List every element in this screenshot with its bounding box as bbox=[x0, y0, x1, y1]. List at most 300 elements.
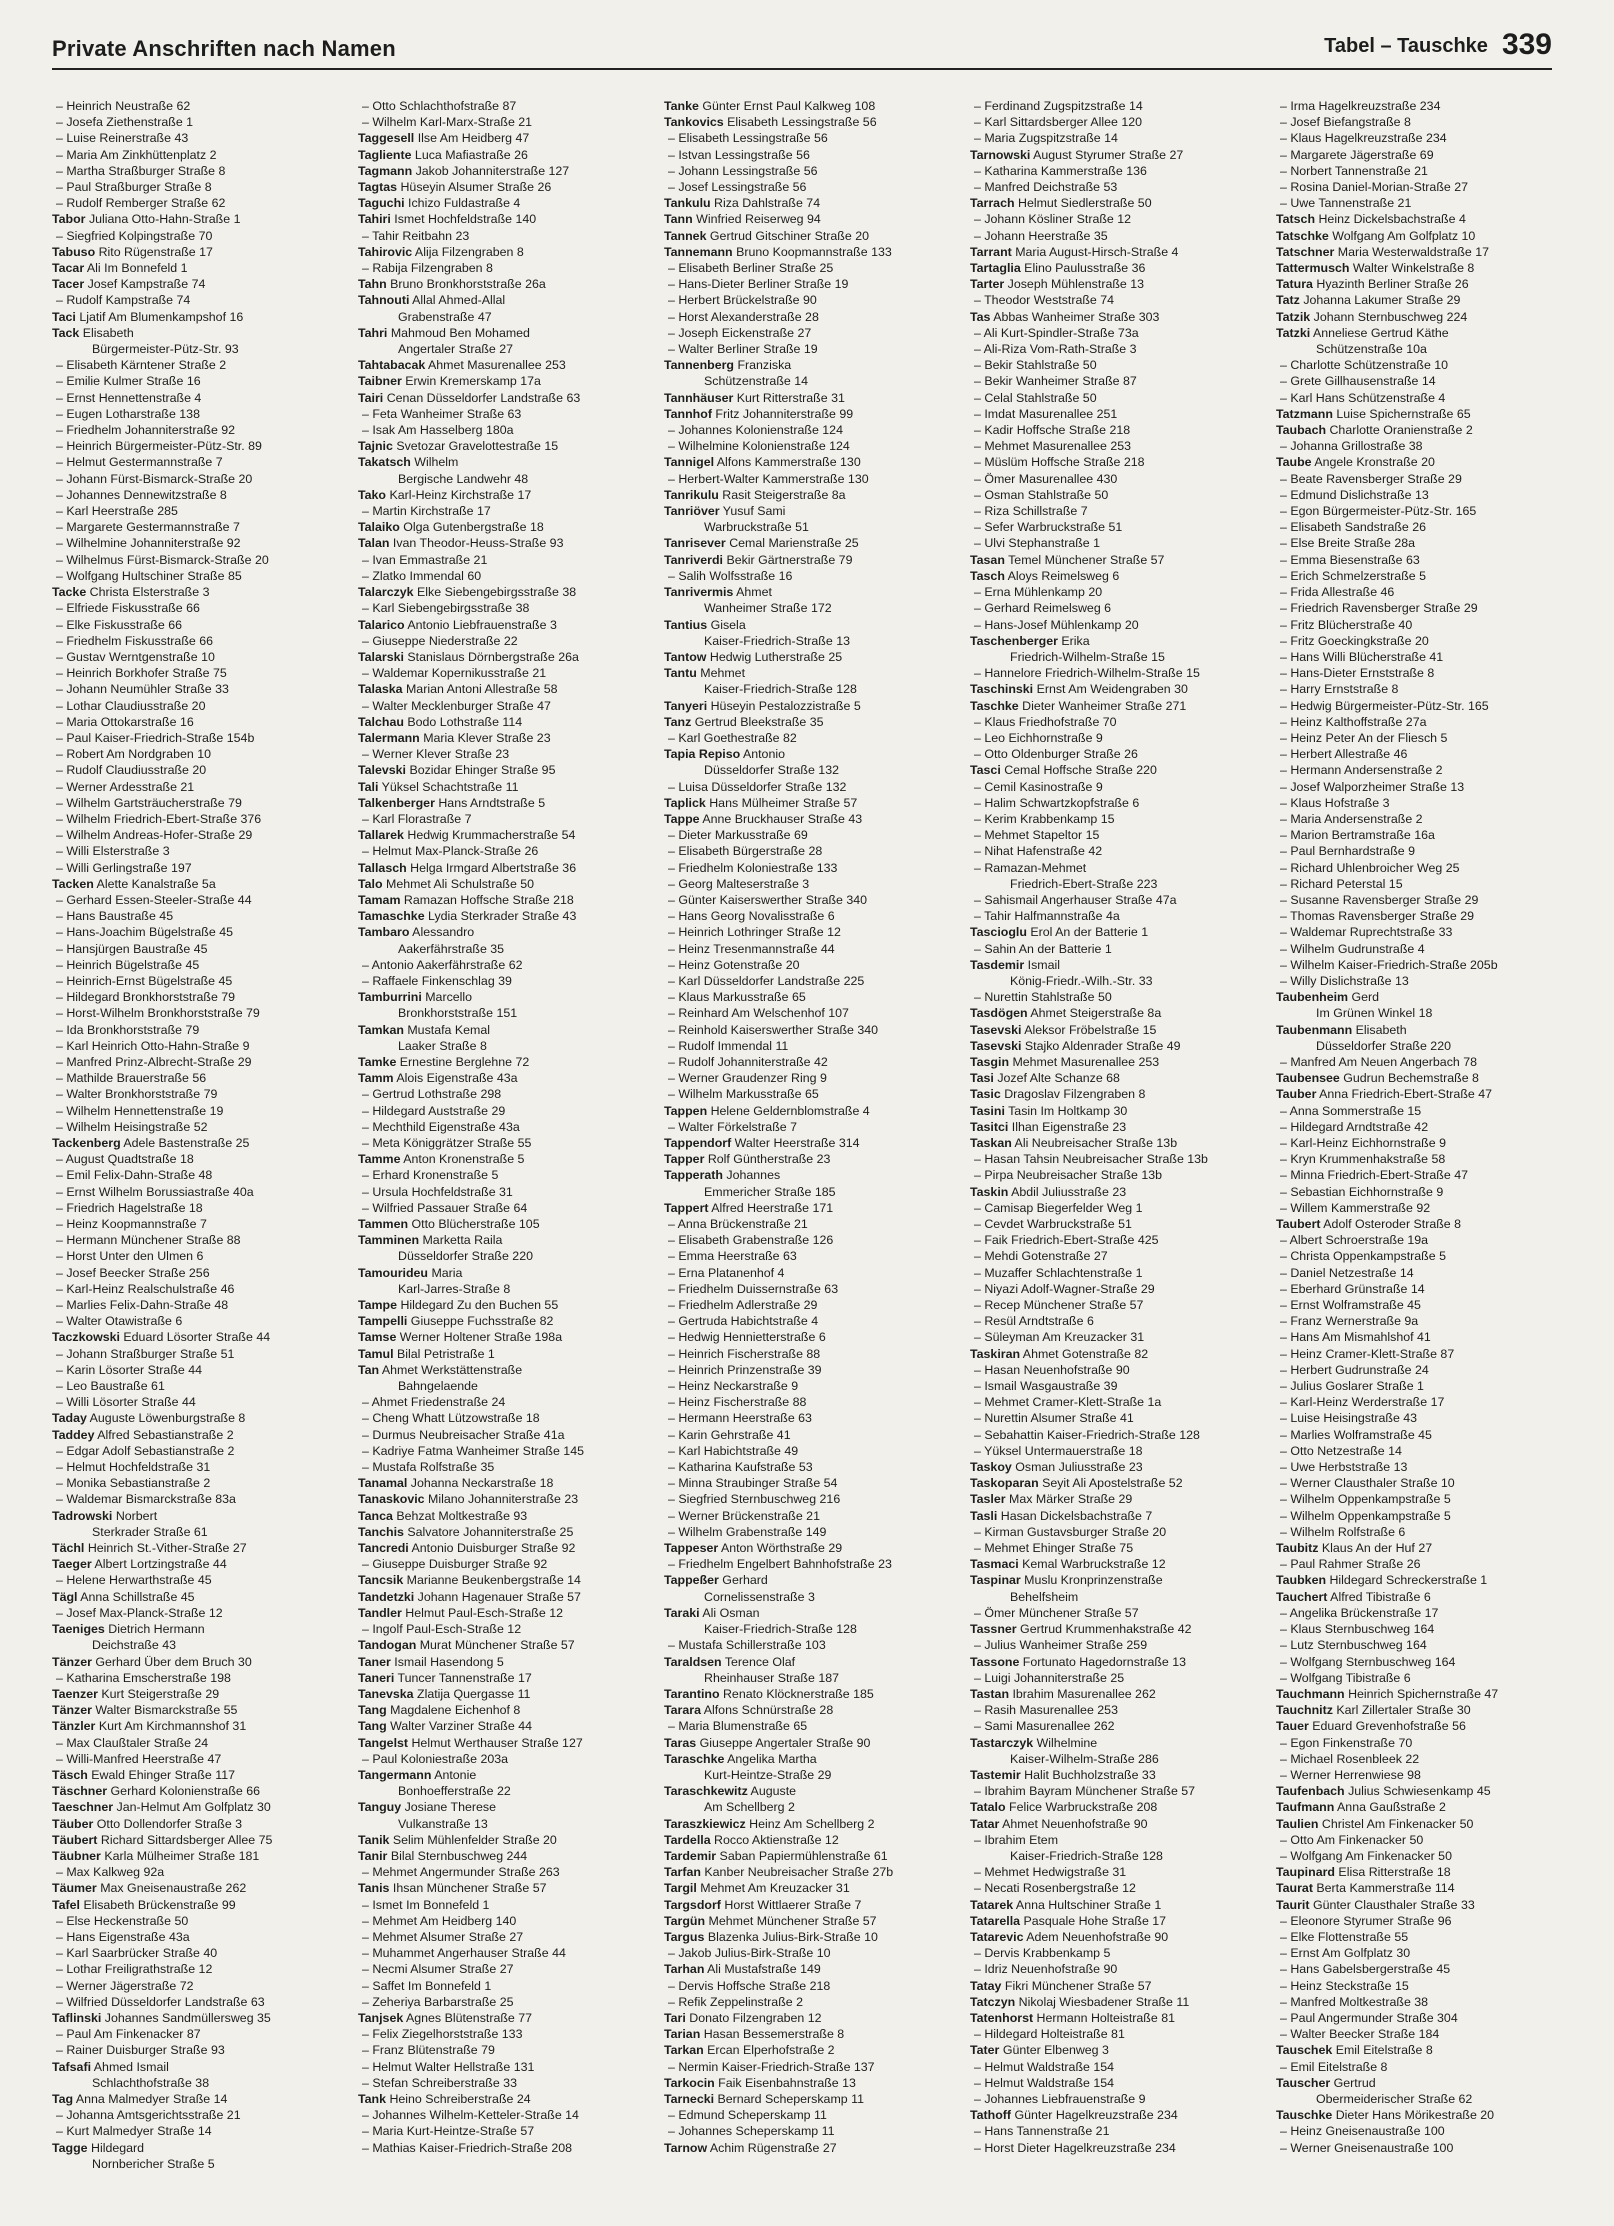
directory-entry: Tatsch Heinz Dickelsbachstraße 4 bbox=[1276, 212, 1466, 227]
directory-entry: Tanyeri Hüseyin Pestalozzistraße 5 bbox=[664, 698, 861, 713]
surname: Tatarek bbox=[970, 1897, 1014, 1912]
surname: Tack bbox=[52, 325, 80, 340]
directory-entry: Tanrisever Cemal Marienstraße 25 bbox=[664, 536, 859, 551]
directory-entry: Tamse Werner Holtener Straße 198a bbox=[358, 1330, 563, 1345]
directory-entry: – Wilhelm Gartsträucherstraße 79 bbox=[56, 795, 242, 810]
directory-entry: Tauschek Emil Eitelstraße 8 bbox=[1276, 2043, 1433, 2058]
directory-entry: – Elisabeth Grabenstraße 126 bbox=[668, 1233, 834, 1248]
surname: Täsch bbox=[52, 1767, 88, 1782]
directory-entry: – Hedwig Bürgermeister-Pütz-Str. 165 bbox=[1280, 698, 1489, 713]
directory-entry: – Wilhelmine Johanniterstraße 92 bbox=[56, 536, 241, 551]
directory-entry: Tatarek Anna Hultschiner Straße 1 bbox=[970, 1897, 1162, 1912]
directory-entry: Taguchi Ichizo Fuldastraße 4 bbox=[358, 196, 521, 211]
directory-entry: – Nurettin Stahlstraße 50 bbox=[974, 990, 1112, 1005]
surname: Tacer bbox=[52, 277, 85, 292]
directory-entry: Taubert Adolf Osteroder Straße 8 bbox=[1276, 1217, 1462, 1232]
directory-entry: – Wolfgang Tibistraße 6 bbox=[1280, 1670, 1411, 1685]
directory-entry: – Hasan Tahsin Neubreisacher Straße 13b bbox=[974, 1152, 1208, 1167]
surname: Taupinard bbox=[1276, 1865, 1335, 1880]
directory-entry: – Giuseppe Niederstraße 22 bbox=[362, 633, 518, 648]
directory-entry: Tatzik Johann Sternbuschweg 224 bbox=[1276, 309, 1468, 324]
directory-entry: – Karl Heinrich Otto-Hahn-Straße 9 bbox=[56, 1038, 250, 1053]
directory-entry: – Ivan Emmastraße 21 bbox=[362, 552, 488, 567]
directory-entry: Talchau Bodo Lothstraße 114 bbox=[358, 714, 523, 729]
directory-entry: Tafel Elisabeth Brückenstraße 99 bbox=[52, 1897, 236, 1912]
directory-entry: – Klaus Friedhofstraße 70 bbox=[974, 714, 1117, 729]
directory-entry: – Wilhelm Kaiser-Friedrich-Straße 205b bbox=[1280, 957, 1498, 972]
directory-entry: – Rudolf Kampstraße 74 bbox=[56, 293, 191, 308]
surname: Tascioglu bbox=[970, 925, 1027, 940]
directory-entry: Talaska Marian Antoni Allestraße 58 bbox=[358, 682, 558, 697]
directory-entry: Bürgermeister-Pütz-Str. 93 bbox=[92, 342, 239, 357]
surname: Tag bbox=[52, 2091, 74, 2106]
directory-entry: – Hans-Joachim Bügelstraße 45 bbox=[56, 925, 233, 940]
surname: Tantius bbox=[664, 617, 708, 632]
surname: Tarrach bbox=[970, 196, 1015, 211]
directory-entry: Taraldsen Terence Olaf bbox=[664, 1654, 796, 1669]
directory-entry: – Heinz Koopmannstraße 7 bbox=[56, 1217, 207, 1232]
surname: Tann bbox=[664, 212, 693, 227]
surname: Taplick bbox=[664, 795, 706, 810]
directory-entry: – Hans Georg Novalisstraße 6 bbox=[668, 909, 835, 924]
surname: Tanca bbox=[358, 1508, 393, 1523]
directory-entry: Tajnic Svetozar Gravelottestraße 15 bbox=[358, 439, 559, 454]
directory-entry: Tack Elisabeth bbox=[52, 325, 134, 340]
directory-entry: Tanke Günter Ernst Paul Kalkweg 108 bbox=[664, 99, 876, 113]
directory-entry: – Heinz Peter An der Fliesch 5 bbox=[1280, 730, 1448, 745]
directory-entry: Tancredi Antonio Duisburger Straße 92 bbox=[358, 1541, 576, 1556]
directory-entry: Taras Giuseppe Angertaler Straße 90 bbox=[664, 1735, 871, 1750]
surname: Tanriverdi bbox=[664, 552, 723, 567]
surname: Talarico bbox=[358, 617, 405, 632]
surname: Tathoff bbox=[970, 2108, 1012, 2123]
directory-entry: – Grete Gillhausenstraße 14 bbox=[1280, 374, 1436, 389]
directory-entry: König-Friedr.-Wilh.-Str. 33 bbox=[1010, 973, 1153, 988]
directory-entry: Taraki Ali Osman bbox=[664, 1605, 760, 1620]
directory-entry: – Klaus Hofstraße 3 bbox=[1280, 795, 1390, 810]
directory-entry: Tastarczyk Wilhelmine bbox=[970, 1735, 1098, 1750]
directory-entry: – Celal Stahlstraße 50 bbox=[974, 390, 1097, 405]
directory-entry: – Werner Graudenzer Ring 9 bbox=[668, 1071, 827, 1086]
directory-entry: – Julius Wanheimer Straße 259 bbox=[974, 1638, 1148, 1653]
directory-entry: Tandler Helmut Paul-Esch-Straße 12 bbox=[358, 1605, 563, 1620]
directory-entry: Behelfsheim bbox=[1010, 1589, 1079, 1604]
directory-entry: – Luisa Düsseldorfer Straße 132 bbox=[668, 779, 847, 794]
directory-entry: Taenzer Kurt Steigerstraße 29 bbox=[52, 1686, 220, 1701]
surname: Taskin bbox=[970, 1184, 1009, 1199]
directory-entry: – Franz Wernerstraße 9a bbox=[1280, 1314, 1419, 1329]
directory-entry: – Waldemar Ruprechtstraße 33 bbox=[1280, 925, 1453, 940]
listing-column-5 bbox=[1276, 98, 1572, 2186]
directory-entry: – Dervis Krabbenkamp 5 bbox=[974, 1946, 1111, 1961]
surname: Täubert bbox=[52, 1832, 98, 1847]
surname: Tauer bbox=[1276, 1719, 1309, 1734]
directory-entry: Tanriverdi Bekir Gärtnerstraße 79 bbox=[664, 552, 853, 567]
directory-entry: – Karl Goethestraße 82 bbox=[668, 730, 797, 745]
surname: Tamse bbox=[358, 1330, 397, 1345]
directory-entry: Taibner Erwin Kremerskamp 17a bbox=[358, 374, 541, 389]
surname: Tanrivermis bbox=[664, 585, 734, 600]
directory-entry: Tannemann Bruno Koopmannstraße 133 bbox=[664, 244, 892, 259]
directory-entry: Tantu Mehmet bbox=[664, 666, 746, 681]
directory-entry: Bronkhorststraße 151 bbox=[398, 1006, 518, 1021]
directory-entry: – Wilhelm Oppenkampstraße 5 bbox=[1280, 1492, 1451, 1507]
directory-entry: – Ingolf Paul-Esch-Straße 12 bbox=[362, 1622, 522, 1637]
surname: Tarara bbox=[664, 1703, 701, 1718]
directory-entry: – Robert Am Nordgraben 10 bbox=[56, 747, 211, 762]
directory-entry: – Osman Stahlstraße 50 bbox=[974, 487, 1109, 502]
directory-entry: – Heinz Tresenmannstraße 44 bbox=[668, 941, 835, 956]
name-range: Tabel – Tauschke bbox=[1324, 35, 1488, 57]
directory-entry: Tatzki Anneliese Gertrud Käthe bbox=[1276, 325, 1449, 340]
surname: Tamourideu bbox=[358, 1265, 428, 1280]
directory-entry: Tarnecki Bernard Scheperskamp 11 bbox=[664, 2091, 864, 2106]
directory-entry: – Karl Düsseldorfer Landstraße 225 bbox=[668, 973, 865, 988]
directory-entry: – Idriz Neuenhofstraße 90 bbox=[974, 1962, 1118, 1977]
directory-entry: – Sebastian Eichhornstraße 9 bbox=[1280, 1184, 1444, 1199]
directory-entry: Taskoparan Seyit Ali Apostelstraße 52 bbox=[970, 1476, 1183, 1491]
surname: Tasevski bbox=[970, 1022, 1022, 1037]
directory-entry: Tatura Hyazinth Berliner Straße 26 bbox=[1276, 277, 1469, 292]
directory-entry: Taubach Charlotte Oranienstraße 2 bbox=[1276, 423, 1473, 438]
directory-entry: Tanz Gertrud Bleekstraße 35 bbox=[664, 714, 824, 729]
directory-entry: – Herbert-Walter Kammerstraße 130 bbox=[668, 471, 869, 486]
directory-entry: Takatsch Wilhelm bbox=[358, 455, 459, 470]
surname: Tapper bbox=[664, 1152, 705, 1167]
directory-entry: – Wilhelm Friedrich-Ebert-Straße 376 bbox=[56, 811, 262, 826]
directory-entry: – Hans Eigenstraße 43a bbox=[56, 1929, 190, 1944]
directory-entry: Tallasch Helga Irmgard Albertstraße 36 bbox=[358, 860, 577, 875]
directory-entry: – Nihat Hafenstraße 42 bbox=[974, 844, 1103, 859]
directory-entry: Tatczyn Nikolaj Wiesbadener Straße 11 bbox=[970, 1994, 1190, 2009]
surname: Taschenberger bbox=[970, 633, 1058, 648]
directory-entry: – Johannes Liebfrauenstraße 9 bbox=[974, 2091, 1146, 2106]
surname: Taneri bbox=[358, 1670, 395, 1685]
directory-entry: – Helmut Waldstraße 154 bbox=[974, 2059, 1115, 2074]
surname: Talchau bbox=[358, 714, 404, 729]
directory-entry: – Erna Mühlenkamp 20 bbox=[974, 585, 1103, 600]
directory-entry: – Susanne Ravensberger Straße 29 bbox=[1280, 892, 1479, 907]
directory-entry: – Friedhelm Koloniestraße 133 bbox=[668, 860, 838, 875]
directory-entry: – Lutz Sternbuschweg 164 bbox=[1280, 1638, 1427, 1653]
directory-entry: – Michael Rosenbleek 22 bbox=[1280, 1751, 1420, 1766]
surname: Tasini bbox=[970, 1103, 1005, 1118]
directory-entry: – Karl Heerstraße 285 bbox=[56, 504, 178, 519]
directory-entry: – Wilfried Düsseldorfer Landstraße 63 bbox=[56, 1994, 265, 2009]
directory-entry: Taggesell Ilse Am Heidberg 47 bbox=[358, 131, 530, 146]
directory-entry: – Edgar Adolf Sebastianstraße 2 bbox=[56, 1443, 235, 1458]
directory-entry: Tantow Hedwig Lutherstraße 25 bbox=[664, 649, 843, 664]
directory-entry: Tänzer Gerhard Über dem Bruch 30 bbox=[52, 1654, 252, 1669]
directory-entry: – Giuseppe Duisburger Straße 92 bbox=[362, 1557, 548, 1572]
directory-entry: Tang Walter Varziner Straße 44 bbox=[358, 1719, 532, 1734]
directory-entry: – Herbert Gudrunstraße 24 bbox=[1280, 1362, 1429, 1377]
directory-entry: – Werner Ardesstraße 21 bbox=[56, 779, 195, 794]
directory-entry: – Friedrich Hagelstraße 18 bbox=[56, 1200, 203, 1215]
directory-entry: – Helmut Waldstraße 154 bbox=[974, 2075, 1115, 2090]
directory-entry: – Wilhelmine Kolonienstraße 124 bbox=[668, 439, 850, 454]
directory-entry: – Wilhelm Grabenstraße 149 bbox=[668, 1524, 827, 1539]
directory-entry: Tampe Hildegard Zu den Buchen 55 bbox=[358, 1298, 559, 1313]
directory-entry: Deichstraße 43 bbox=[92, 1638, 177, 1653]
directory-entry: – Hermann Münchener Straße 88 bbox=[56, 1233, 241, 1248]
directory-entry: – Friedhelm Adlerstraße 29 bbox=[668, 1298, 818, 1313]
surname: Tampelli bbox=[358, 1314, 408, 1329]
directory-entry: Tasitci Ilhan Eigenstraße 23 bbox=[970, 1119, 1127, 1134]
directory-entry: Tangermann Antonie bbox=[358, 1767, 477, 1782]
listing-column-1 bbox=[52, 98, 348, 2186]
surname: Tapia Repiso bbox=[664, 747, 741, 762]
directory-entry: – Ulvi Stephanstraße 1 bbox=[974, 536, 1101, 551]
directory-entry: Tank Heino Schreiberstraße 24 bbox=[358, 2091, 531, 2106]
directory-entry: – Werner Klever Straße 23 bbox=[362, 747, 510, 762]
directory-entry: – Elisabeth Kärntener Straße 2 bbox=[56, 358, 227, 373]
directory-entry: – Riza Schillstraße 7 bbox=[974, 504, 1088, 519]
directory-entry: – Wilhelm Gudrunstraße 4 bbox=[1280, 941, 1425, 956]
directory-entry: Tagmann Jakob Johanniterstraße 127 bbox=[358, 163, 570, 178]
directory-entry: – Hansjürgen Baustraße 45 bbox=[56, 941, 208, 956]
directory-entry: Tambaro Alessandro bbox=[358, 925, 475, 940]
surname: Tamaschke bbox=[358, 909, 425, 924]
directory-entry: Tathoff Günter Hagelkreuzstraße 234 bbox=[970, 2108, 1178, 2123]
directory-entry: – Erhard Kronenstraße 5 bbox=[362, 1168, 499, 1183]
surname: Tauschke bbox=[1276, 2108, 1333, 2123]
directory-entry: Tarantino Renato Klöcknerstraße 185 bbox=[664, 1686, 874, 1701]
directory-entry: Bergische Landwehr 48 bbox=[398, 471, 529, 486]
surname: Tantow bbox=[664, 649, 707, 664]
directory-entry: – Horst Alexanderstraße 28 bbox=[668, 309, 819, 324]
surname: Tanaskovic bbox=[358, 1492, 425, 1507]
directory-entry: – Karin Lösorter Straße 44 bbox=[56, 1362, 203, 1377]
surname: Taras bbox=[664, 1735, 697, 1750]
directory-entry: – Egon Finkenstraße 70 bbox=[1280, 1735, 1413, 1750]
directory-entry: – Charlotte Schützenstraße 10 bbox=[1280, 358, 1449, 373]
directory-entry: Taulien Christel Am Finkenacker 50 bbox=[1276, 1816, 1474, 1831]
directory-entry: Tassone Fortunato Hagedornstraße 13 bbox=[970, 1654, 1187, 1669]
directory-entry: – Katharina Kammerstraße 136 bbox=[974, 163, 1147, 178]
surname: Taflinski bbox=[52, 2010, 102, 2025]
directory-entry: – Gerhard Reimelsweg 6 bbox=[974, 601, 1112, 616]
directory-entry: – Heinrich Bürgermeister-Pütz-Str. 89 bbox=[56, 439, 262, 454]
directory-entry: – Rudolf Claudiusstraße 20 bbox=[56, 763, 207, 778]
directory-entry: Tarnowski August Styrumer Straße 27 bbox=[970, 147, 1184, 162]
directory-entry: Talermann Maria Klever Straße 23 bbox=[358, 730, 551, 745]
directory-entry: – Mehmet Cramer-Klett-Straße 1a bbox=[974, 1395, 1162, 1410]
surname: Tasdögen bbox=[970, 1006, 1028, 1021]
surname: Tang bbox=[358, 1719, 387, 1734]
directory-entry: Friedrich-Ebert-Straße 223 bbox=[1010, 876, 1158, 891]
surname: Tatarella bbox=[970, 1913, 1021, 1928]
surname: Tank bbox=[358, 2091, 386, 2106]
directory-entry: Talarski Stanislaus Dörnbergstraße 26a bbox=[358, 649, 579, 664]
directory-entry: – Mehmet Masurenallee 253 bbox=[974, 439, 1132, 454]
directory-entry: – Johann Fürst-Bismarck-Straße 20 bbox=[56, 471, 253, 486]
directory-entry: Taschenberger Erika bbox=[970, 633, 1090, 648]
directory-entry: Tabuso Rito Rügenstraße 17 bbox=[52, 244, 213, 259]
surname: Tammen bbox=[358, 1217, 409, 1232]
directory-entry: Tastan Ibrahim Masurenallee 262 bbox=[970, 1686, 1156, 1701]
surname: Taddey bbox=[52, 1427, 95, 1442]
surname: Taubensee bbox=[1276, 1071, 1340, 1086]
surname: Taraldsen bbox=[664, 1654, 722, 1669]
surname: Tanevska bbox=[358, 1686, 414, 1701]
surname: Tankovics bbox=[664, 115, 724, 130]
directory-entry: Taube Angele Kronstraße 20 bbox=[1276, 455, 1435, 470]
directory-entry: – Resül Arndtstraße 6 bbox=[974, 1314, 1094, 1329]
directory-entry: – Emil Felix-Dahn-Straße 48 bbox=[56, 1168, 213, 1183]
directory-entry: Tatay Fikri Münchener Straße 57 bbox=[970, 1978, 1152, 1993]
directory-entry: – Heinrich Prinzenstraße 39 bbox=[668, 1362, 822, 1377]
surname: Tanik bbox=[358, 1832, 390, 1847]
directory-entry: Tamourideu Maria bbox=[358, 1265, 463, 1280]
directory-entry: Tannhäuser Kurt Ritterstraße 31 bbox=[664, 390, 845, 405]
directory-entry: Taubenmann Elisabeth bbox=[1276, 1022, 1407, 1037]
directory-entry: Tassner Gertrud Krummenhakstraße 42 bbox=[970, 1622, 1192, 1637]
directory-entry: – Stefan Schreiberstraße 33 bbox=[362, 2075, 517, 2090]
surname: Tarantino bbox=[664, 1686, 720, 1701]
directory-entry: – Josef Biefangstraße 8 bbox=[1280, 115, 1411, 130]
surname: Taufmann bbox=[1276, 1800, 1335, 1815]
directory-entry: – Hildegard Bronkhorststraße 79 bbox=[56, 990, 236, 1005]
directory-entry: Täschner Gerhard Kolonienstraße 66 bbox=[52, 1784, 260, 1799]
directory-entry: – Klaus Sternbuschweg 164 bbox=[1280, 1622, 1435, 1637]
surname: Tahtabacak bbox=[358, 358, 426, 373]
directory-entry: Tardella Rocco Aktienstraße 12 bbox=[664, 1832, 839, 1847]
directory-entry: – Karl Florastraße 7 bbox=[362, 811, 472, 826]
surname: Tanchis bbox=[358, 1524, 404, 1539]
directory-entry: Tamburrini Marcello bbox=[358, 990, 473, 1005]
directory-entry: – Horst Dieter Hagelkreuzstraße 234 bbox=[974, 2140, 1176, 2155]
directory-entry: – Walter Förkelstraße 7 bbox=[668, 1119, 797, 1134]
directory-entry: – Dieter Markusstraße 69 bbox=[668, 828, 808, 843]
directory-entry: Tauer Eduard Grevenhofstraße 56 bbox=[1276, 1719, 1466, 1734]
directory-entry: Tarrant Maria August-Hirsch-Straße 4 bbox=[970, 244, 1179, 259]
directory-entry: Tänzler Kurt Am Kirchmannshof 31 bbox=[52, 1719, 247, 1734]
directory-entry: – Antonio Aakerfährstraße 62 bbox=[362, 957, 523, 972]
surname: Tannhof bbox=[664, 406, 712, 421]
directory-entry: – Willy Dislichstraße 13 bbox=[1280, 973, 1409, 988]
directory-entry: Taci Ljatif Am Blumenkampshof 16 bbox=[52, 309, 244, 324]
directory-entry: Taczkowski Eduard Lösorter Straße 44 bbox=[52, 1330, 271, 1345]
surname: Tanrikulu bbox=[664, 487, 719, 502]
directory-entry: – Gustav Werntgenstraße 10 bbox=[56, 649, 215, 664]
surname: Taubitz bbox=[1276, 1541, 1319, 1556]
surname: Taube bbox=[1276, 455, 1312, 470]
directory-entry: Schützenstraße 14 bbox=[704, 374, 809, 389]
directory-entry: – Heinz Fischerstraße 88 bbox=[668, 1395, 807, 1410]
surname: Tamkan bbox=[358, 1022, 404, 1037]
surname: Taraschke bbox=[664, 1751, 725, 1766]
surname: Tamm bbox=[358, 1071, 394, 1086]
directory-entry: – Imdat Masurenallee 251 bbox=[974, 406, 1118, 421]
directory-entry: – Zeheriya Barbarstraße 25 bbox=[362, 1994, 514, 2009]
directory-entry: – Siegfried Sternbuschweg 216 bbox=[668, 1492, 841, 1507]
directory-entry: – Tahir Reitbahn 23 bbox=[362, 228, 470, 243]
directory-entry: Tatalo Felice Warbruckstraße 208 bbox=[970, 1800, 1158, 1815]
directory-entry: – Heinz Cramer-Klett-Straße 87 bbox=[1280, 1346, 1455, 1361]
directory-entry: Tandetzki Johann Hagenauer Straße 57 bbox=[358, 1589, 581, 1604]
surname: Tahnouti bbox=[358, 293, 410, 308]
directory-entry: – Karl Sittardsberger Allee 120 bbox=[974, 115, 1143, 130]
directory-entry: Tanaskovic Milano Johanniterstraße 23 bbox=[358, 1492, 579, 1507]
directory-entry: – Günter Kaiserswerther Straße 340 bbox=[668, 892, 868, 907]
directory-entry: Bahngelaende bbox=[398, 1379, 478, 1394]
directory-entry: – Halim Schwartzkopfstraße 6 bbox=[974, 795, 1140, 810]
directory-entry: – Heinrich-Ernst Bügelstraße 45 bbox=[56, 973, 233, 988]
directory-entry: Tarrach Helmut Siedlerstraße 50 bbox=[970, 196, 1152, 211]
surname: Tarnow bbox=[664, 2140, 708, 2155]
surname: Tatschke bbox=[1276, 228, 1329, 243]
directory-entry: – Hans Baustraße 45 bbox=[56, 909, 174, 924]
directory-entry: Tasan Temel Münchener Straße 57 bbox=[970, 552, 1165, 567]
surname: Tatschner bbox=[1276, 244, 1335, 259]
surname: Tali bbox=[358, 779, 379, 794]
directory-entry: – Rosina Daniel-Morian-Straße 27 bbox=[1280, 180, 1469, 195]
surname: Tagmann bbox=[358, 163, 413, 178]
directory-entry: – Muzaffer Schlachtenstraße 1 bbox=[974, 1265, 1143, 1280]
directory-entry: Tabor Juliana Otto-Hahn-Straße 1 bbox=[52, 212, 241, 227]
directory-entry: Taschinski Ernst Am Weidengraben 30 bbox=[970, 682, 1188, 697]
directory-entry: – Ernst Am Golfplatz 30 bbox=[1280, 1946, 1411, 1961]
surname: Targsdorf bbox=[664, 1897, 721, 1912]
directory-entry: Tannigel Alfons Kammerstraße 130 bbox=[664, 455, 861, 470]
directory-entry: – Luise Heisingstraße 43 bbox=[1280, 1411, 1418, 1426]
directory-entry: – Theodor Weststraße 74 bbox=[974, 293, 1115, 308]
surname: Talarski bbox=[358, 649, 404, 664]
directory-entry: Taplick Hans Mülheimer Straße 57 bbox=[664, 795, 858, 810]
directory-entry: – Karl Habichtstraße 49 bbox=[668, 1443, 799, 1458]
directory-entry: Tappeßer Gerhard bbox=[664, 1573, 768, 1588]
directory-entry: Nornbericher Straße 5 bbox=[92, 2156, 215, 2171]
directory-entry: – Julius Goslarer Straße 1 bbox=[1280, 1379, 1424, 1394]
directory-entry: – Uwe Tannenstraße 21 bbox=[1280, 196, 1412, 211]
directory-entry: – Heinz Kalthoffstraße 27a bbox=[1280, 714, 1427, 729]
surname: Tasic bbox=[970, 1087, 1001, 1102]
surname: Taday bbox=[52, 1411, 87, 1426]
surname: Talo bbox=[358, 876, 383, 891]
surname: Taraschkewitz bbox=[664, 1784, 748, 1799]
directory-entry: Targus Blazenka Julius-Birk-Straße 10 bbox=[664, 1929, 878, 1944]
directory-entry: Schützenstraße 10a bbox=[1316, 342, 1427, 357]
directory-entry: – Elke Flottenstraße 55 bbox=[1280, 1929, 1409, 1944]
directory-entry: – Eugen Lotharstraße 138 bbox=[56, 406, 200, 421]
directory-entry: – Wilhelmus Fürst-Bismarck-Straße 20 bbox=[56, 552, 269, 567]
directory-entry: Tann Winfried Reiserweg 94 bbox=[664, 212, 821, 227]
surname: Tahri bbox=[358, 325, 388, 340]
directory-entry: – August Quadtstraße 18 bbox=[56, 1152, 194, 1167]
directory-entry: Taupinard Elisa Ritterstraße 18 bbox=[1276, 1865, 1451, 1880]
surname: Tartaglia bbox=[970, 261, 1021, 276]
surname: Tacke bbox=[52, 585, 87, 600]
surname: Taggesell bbox=[358, 131, 415, 146]
page-number: 339 bbox=[1501, 28, 1552, 61]
directory-entry: – Reinhard Am Welschenhof 107 bbox=[668, 1006, 849, 1021]
directory-entry: Tacken Alette Kanalstraße 5a bbox=[52, 876, 216, 891]
directory-entry: – Heinrich Fischerstraße 88 bbox=[668, 1346, 821, 1361]
directory-entry: Tankulu Riza Dahlstraße 74 bbox=[664, 196, 821, 211]
surname: Talaska bbox=[358, 682, 403, 697]
directory-entry: – Mehmet Am Heidberg 140 bbox=[362, 1913, 517, 1928]
surname: Taci bbox=[52, 309, 76, 324]
surname: Talarczyk bbox=[358, 585, 414, 600]
directory-entry: Tanamal Johanna Neckarstraße 18 bbox=[358, 1476, 554, 1491]
directory-entry: Tanrivermis Ahmet bbox=[664, 585, 772, 600]
surname: Tannhäuser bbox=[664, 390, 734, 405]
directory-entry: – Mehmet Angermunder Straße 263 bbox=[362, 1865, 560, 1880]
directory-entry: – Josef Lessingstraße 56 bbox=[668, 180, 807, 195]
surname: Tatay bbox=[970, 1978, 1002, 1993]
surname: Tang bbox=[358, 1703, 387, 1718]
